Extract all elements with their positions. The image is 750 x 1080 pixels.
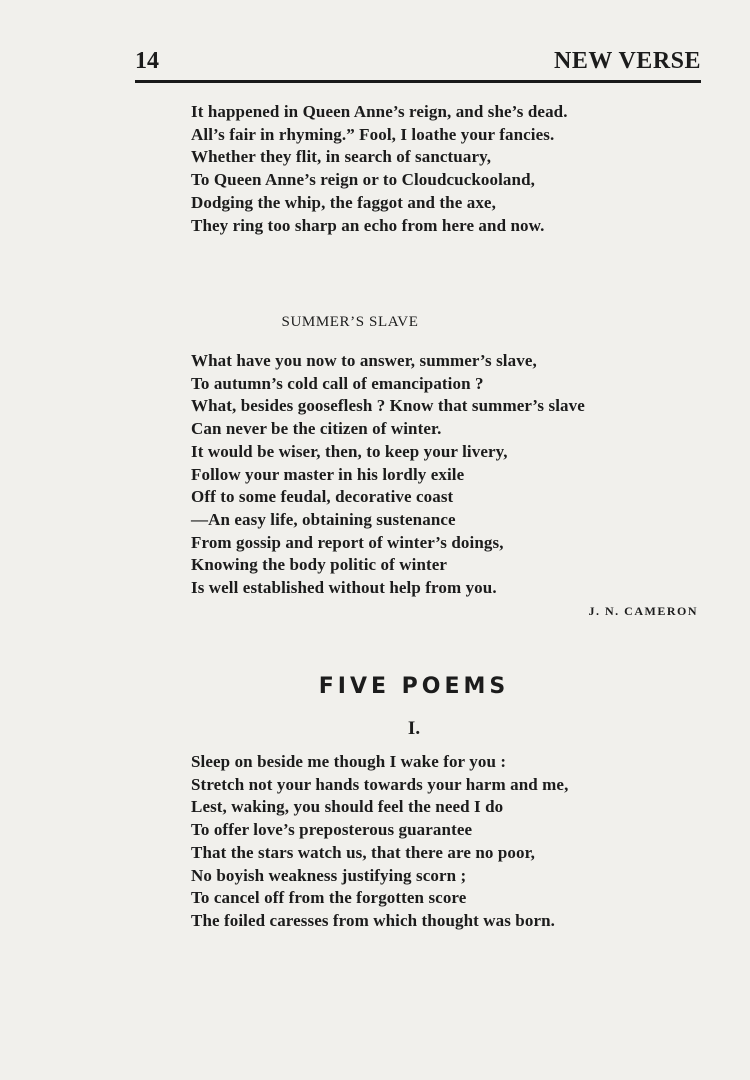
page-header <box>135 46 701 83</box>
poem-line: Whether they flit, in search of sanctuary, <box>191 147 492 167</box>
poem-line: That the stars watch us, that there are no poor, <box>191 842 536 862</box>
journal-title: NEW VERSE <box>554 48 701 74</box>
poem-line: Off to some feudal, decorative coast <box>191 487 454 507</box>
poem-line: Can never be the citizen of winter. <box>191 419 442 439</box>
poem-line: To autumn’s cold call of emancipation ? <box>191 373 484 393</box>
poem-line: It happened in Queen Anne’s reign, and she’s dead. <box>191 102 568 121</box>
poem-line: —An easy life, obtaining sustenance <box>191 509 456 529</box>
poem-line: Lest, waking, you should feel the need I do <box>191 797 504 817</box>
poem-line: All’s fair in rhyming.” Fool, I loathe your fancies. <box>191 124 555 144</box>
poem-line: Follow your master in his lordly exile <box>191 464 465 484</box>
poem-line: The foiled caresses from which thought was born. <box>191 910 556 930</box>
poem-line: What, besides gooseflesh ? Know that summer’s slave <box>191 396 585 416</box>
poem-line: They ring too sharp an echo from here and now. <box>191 215 545 235</box>
poem-line: Knowing the body politic of winter <box>191 555 448 575</box>
poem-line: Dodging the whip, the faggot and the axe, <box>191 192 496 212</box>
poem-continuation-stanza <box>191 101 568 237</box>
poem-line: It would be wiser, then, to keep your livery, <box>191 441 508 461</box>
poem-title-summers-slave: SUMMER’S SLAVE <box>281 314 419 330</box>
poem-line: To offer love’s preposterous guarantee <box>191 820 473 840</box>
author-name: J. N. CAMERON <box>588 604 698 618</box>
poem-line: To Queen Anne’s reign or to Cloudcuckooland, <box>191 170 535 190</box>
poem-line: No boyish weakness justifying scorn ; <box>191 865 467 885</box>
poem-line: What have you now to answer, summer’s slave, <box>191 351 537 370</box>
summers-slave-stanza <box>191 350 585 600</box>
poem-line: Stretch not your hands towards your harm and me, <box>191 774 569 794</box>
poem-line: From gossip and report of winter’s doings, <box>191 532 504 552</box>
page-number: 14 <box>135 48 159 74</box>
poem-line: To cancel off from the forgotten score <box>191 888 467 908</box>
poem-line: Is well established without help from you. <box>191 578 497 598</box>
section-number: I. <box>407 718 421 739</box>
poem-line: Sleep on beside me though I wake for you : <box>191 752 507 771</box>
section-title-five-poems: FIVE POEMS <box>318 674 510 699</box>
five-poems-stanza <box>191 751 568 933</box>
